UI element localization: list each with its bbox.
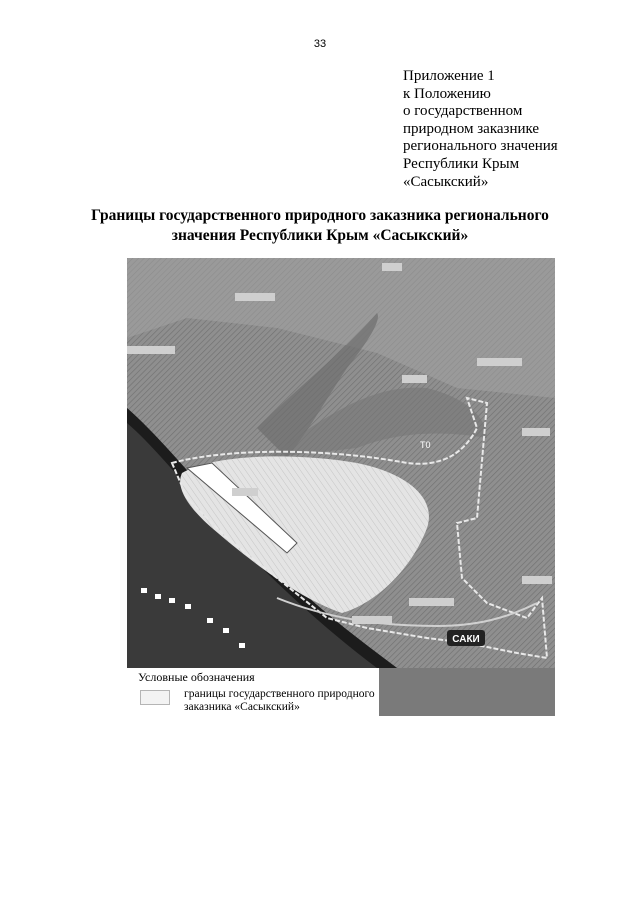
legend-heading: Условные обозначения — [138, 670, 255, 684]
appendix-line: природном заказнике — [403, 120, 540, 137]
appendix-header — [403, 68, 623, 191]
appendix-line: Республики Крым — [403, 155, 520, 172]
map-legend — [127, 668, 379, 716]
map-graphic — [127, 258, 555, 668]
appendix-line: «Сасыкский» — [403, 173, 489, 190]
appendix-line: о государственном — [403, 103, 523, 120]
map-bottom-strip — [379, 668, 555, 716]
boundary-swatch-icon — [140, 690, 170, 705]
document-title — [60, 206, 580, 246]
appendix-line: Приложение 1 — [403, 68, 495, 84]
reserve-map-image — [127, 258, 555, 668]
legend-item — [184, 688, 384, 714]
legend-item-line-1: границы государственного природного — [184, 688, 375, 700]
route-label: Т0 — [420, 440, 431, 450]
city-label: САКИ — [452, 634, 480, 645]
appendix-line: к Положению — [403, 85, 491, 102]
title-line-2: значения Республики Крым «Сасыкский» — [171, 227, 469, 244]
page-number: 33 — [313, 38, 327, 50]
appendix-line: регионального значения — [403, 138, 558, 155]
title-line-1: Границы государственного природного заказника регионального — [91, 207, 549, 224]
legend-item-line-2: заказника «Сасыкский» — [184, 701, 300, 713]
